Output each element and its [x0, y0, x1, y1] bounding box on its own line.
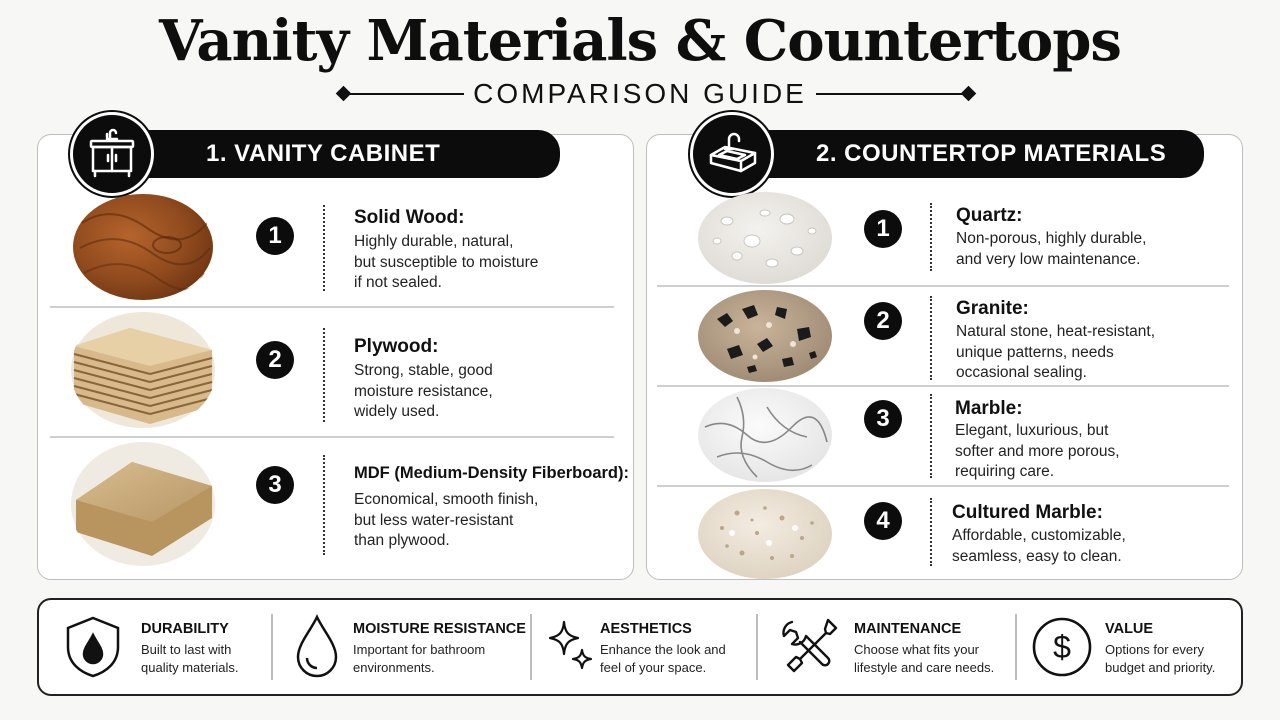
- desc-line: widely used.: [354, 403, 440, 420]
- item-description: [354, 361, 493, 423]
- criteria-aesthetics: [532, 600, 756, 694]
- desc-line: Options for every: [1105, 642, 1204, 657]
- desc-line: budget and priority.: [1105, 660, 1216, 675]
- dotted-divider: [930, 296, 932, 380]
- desc-line: unique patterns, needs: [956, 343, 1114, 361]
- vanity-cabinet-icon: [70, 112, 154, 196]
- countertop-panel-heading: 2. COUNTERTOP MATERIALS: [720, 130, 1204, 178]
- marble-stone-swatch: [697, 387, 833, 483]
- desc-line: seamless, easy to clean.: [952, 547, 1122, 565]
- shield-drop-icon: [63, 615, 123, 679]
- item-description: [354, 232, 538, 294]
- desc-line: feel of your space.: [600, 660, 707, 675]
- item-number-badge: 4: [864, 502, 902, 540]
- criteria-title: DURABILITY: [141, 621, 229, 637]
- mdf-board-swatch: [70, 440, 216, 568]
- item-title: MDF (Medium-Density Fiberboard):: [354, 464, 629, 482]
- item-title: Marble:: [955, 398, 1023, 419]
- item-description: [955, 421, 1120, 483]
- quartz-stone-swatch: [697, 191, 833, 285]
- desc-line: moisture resistance,: [354, 382, 493, 400]
- desc-line: environments.: [353, 660, 435, 675]
- desc-line: Non-porous, highly durable,: [956, 230, 1147, 247]
- item-number-badge: 1: [256, 217, 294, 255]
- desc-line: Choose what fits your: [854, 642, 980, 657]
- desc-line: and very low maintenance.: [956, 250, 1141, 268]
- item-title: Granite:: [956, 298, 1029, 319]
- criteria-maintenance: [758, 600, 1014, 694]
- desc-line: Enhance the look and: [600, 642, 726, 657]
- page-title: Vanity Materials & Countertops: [159, 8, 1121, 74]
- criteria-description: [141, 641, 239, 677]
- desc-line: but less water-resistant: [354, 511, 514, 529]
- desc-line: if not sealed.: [354, 274, 442, 291]
- criteria-value: [1017, 600, 1241, 694]
- row-divider: [657, 485, 1229, 487]
- sparkle-icon: [544, 618, 594, 674]
- desc-line: Built to last with: [141, 642, 232, 657]
- item-title: Plywood:: [354, 336, 439, 357]
- row-divider: [50, 306, 614, 308]
- plywood-layers-swatch: [70, 310, 216, 430]
- item-description: [956, 322, 1155, 384]
- granite-stone-swatch: [697, 289, 833, 383]
- item-number-badge: 3: [864, 400, 902, 438]
- dotted-divider: [930, 394, 932, 478]
- criteria-description: [1105, 641, 1215, 677]
- criteria-description: [353, 641, 485, 677]
- desc-line: Elegant, luxurious, but: [955, 422, 1109, 439]
- row-divider: [657, 285, 1229, 287]
- criteria-title: MAINTENANCE: [854, 621, 962, 637]
- desc-line: than plywood.: [354, 532, 450, 549]
- criteria-durability: [39, 600, 271, 694]
- dotted-divider: [930, 203, 932, 271]
- subtitle-rule-right: [816, 93, 964, 95]
- desc-line: but susceptible to moisture: [354, 253, 539, 271]
- cultured-marble-stone-swatch: [697, 488, 833, 580]
- dotted-divider: [930, 498, 932, 566]
- item-title: Cultured Marble:: [952, 502, 1103, 523]
- desc-line: Economical, smooth finish,: [354, 491, 539, 508]
- desc-line: softer and more porous,: [955, 442, 1120, 460]
- item-number-badge: 1: [864, 210, 902, 248]
- criteria-title: MOISTURE RESISTANCE: [353, 621, 526, 637]
- criteria-footer: [37, 598, 1243, 696]
- dotted-divider: [323, 328, 325, 422]
- item-number-badge: 3: [256, 466, 294, 504]
- svg-text:$: $: [1053, 629, 1071, 665]
- subtitle-row: [0, 78, 1280, 110]
- water-drop-icon: [293, 614, 341, 680]
- dotted-divider: [323, 455, 325, 555]
- criteria-description: [854, 641, 994, 677]
- item-description: [956, 229, 1146, 270]
- row-divider: [657, 385, 1229, 387]
- desc-line: Highly durable, natural,: [354, 233, 514, 250]
- item-description: [952, 526, 1126, 567]
- wood-grain-swatch: [72, 193, 214, 301]
- item-title: Solid Wood:: [354, 207, 465, 228]
- desc-line: Natural stone, heat-resistant,: [956, 323, 1156, 340]
- criteria-moisture-resistance: [273, 600, 529, 694]
- criteria-title: AESTHETICS: [600, 621, 692, 637]
- dotted-divider: [323, 205, 325, 291]
- desc-line: quality materials.: [141, 660, 239, 675]
- page-subtitle: COMPARISON GUIDE: [473, 78, 807, 109]
- cabinet-panel-heading: 1. VANITY CABINET MATERIALS: [110, 130, 560, 178]
- criteria-title: VALUE: [1105, 621, 1154, 637]
- desc-line: lifestyle and care needs.: [854, 660, 995, 675]
- row-divider: [50, 436, 614, 438]
- item-number-badge: 2: [256, 341, 294, 379]
- desc-line: Strong, stable, good: [354, 362, 493, 379]
- desc-line: Important for bathroom: [353, 642, 486, 657]
- item-description: [354, 490, 538, 552]
- dollar-icon: [1031, 616, 1093, 678]
- wrench-screwdriver-icon: [778, 616, 840, 678]
- sink-icon: [690, 112, 774, 196]
- desc-line: occasional sealing.: [956, 364, 1087, 381]
- item-title: Quartz:: [956, 205, 1023, 226]
- item-number-badge: 2: [864, 302, 902, 340]
- desc-line: Affordable, customizable,: [952, 527, 1126, 544]
- desc-line: requiring care.: [955, 463, 1055, 480]
- criteria-description: [600, 641, 726, 677]
